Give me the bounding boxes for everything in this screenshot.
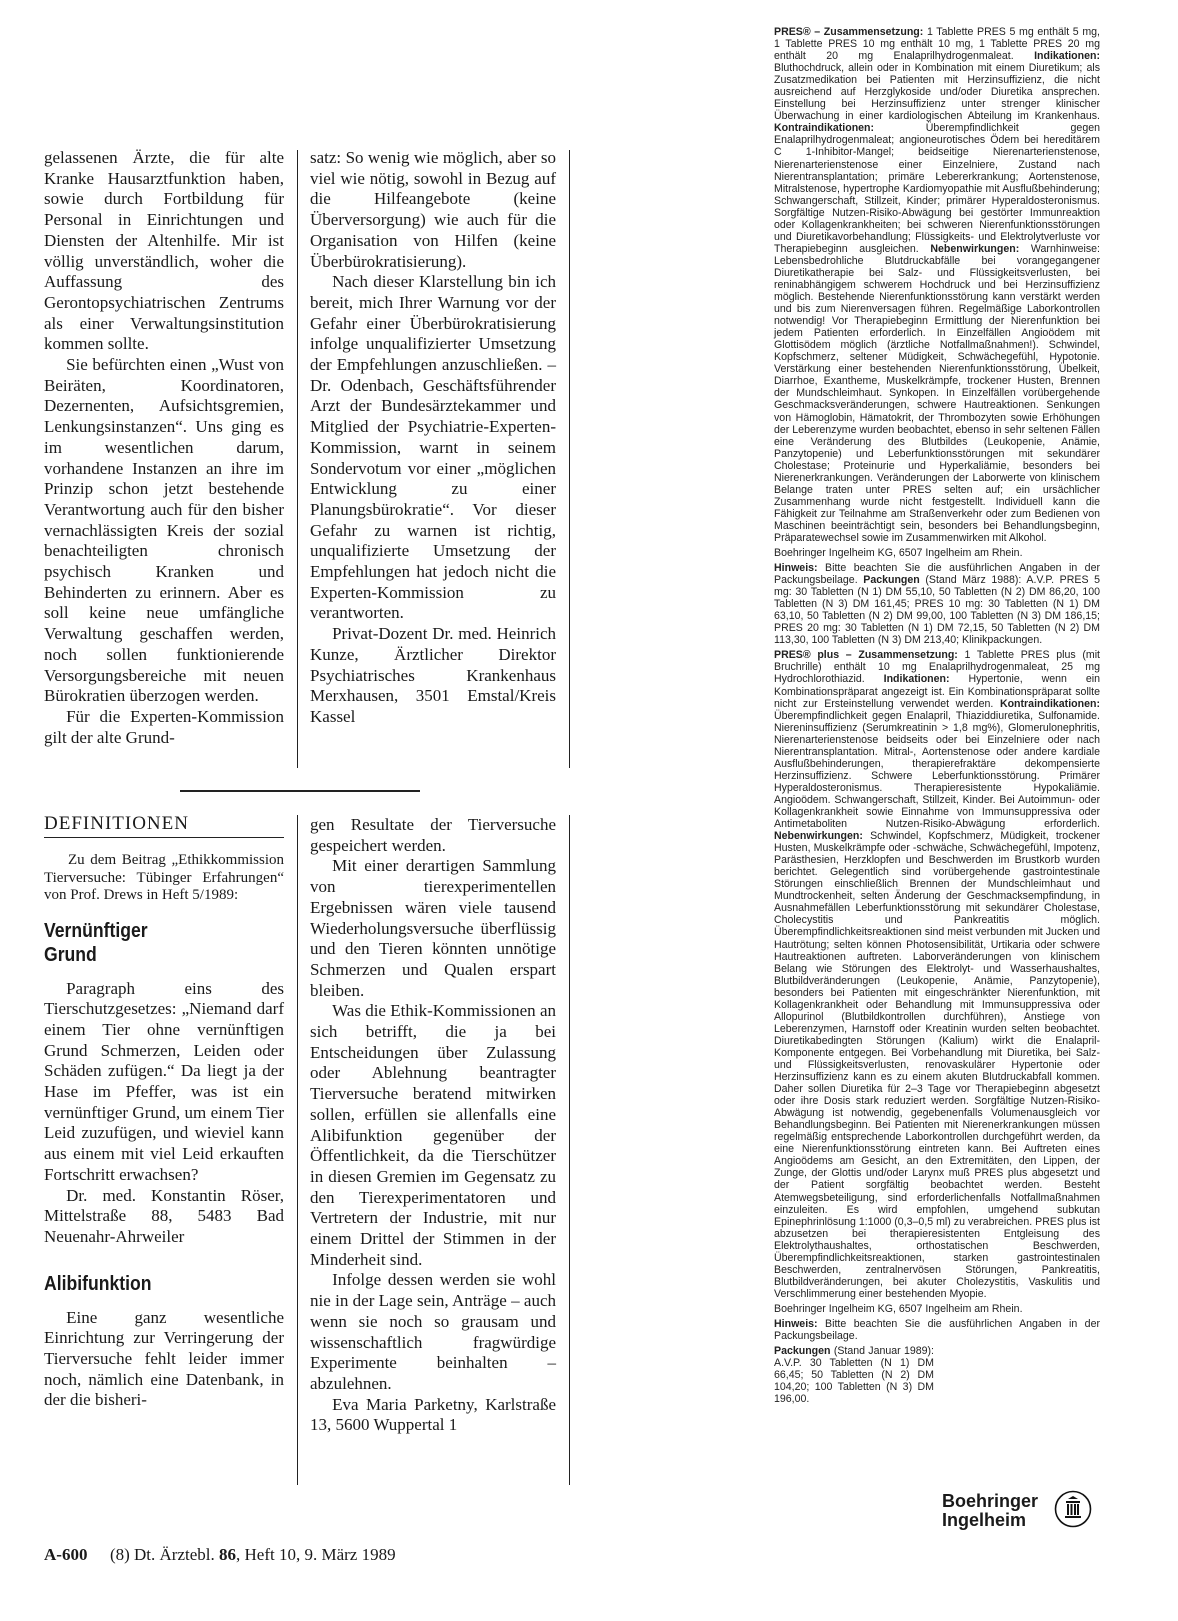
paragraph: Infolge dessen werden sie wohl nie in der Lage sein, Anträge – auch wenn sie noch so grausam und wissenschaftlich fragwürdige Experimente beinhalten – abzulehnen. bbox=[310, 1270, 556, 1393]
paragraph: satz: So wenig wie möglich, aber so viel wie nötig, sowohl in Bezug auf die Hilfeangebote (keine Überversorgung) wie auch für die Organisation von Hilfen (keine Überbürokratisierung). bbox=[310, 148, 556, 271]
citation-issue: , Heft 10, 9. März 1989 bbox=[236, 1545, 396, 1564]
page-footer bbox=[44, 1545, 396, 1565]
paragraph: Nach dieser Klarstellung bin ich bereit, mich Ihrer Warnung vor der Gefahr einer Überbürokratisierung infolge unqualifizierter Umsetzung der Empfehlungen anzuschließen. – Dr. Odenbach, Geschäftsführender Arzt der Bundesärztekammer und Mitglied der Psychiatrie-Experten-Kommission, warnt in seinem Sondervotum vor einer „möglichen Entwicklung zu einer Planungsbürokratie“. Vor dieser Gefahr zu warnen ist richtig, unqualifizierte Umsetzung der Empfehlungen hat jedoch nicht die Experten-Kommission zu verantworten. bbox=[310, 272, 556, 623]
company-address: Boehringer Ingelheim KG, 6507 Ingelheim am Rhein. bbox=[774, 547, 1023, 560]
paragraph: Für die Experten-Kommission gilt der alte Grund- bbox=[44, 706, 284, 747]
page-number: A-600 bbox=[44, 1545, 88, 1564]
letter1-column-2 bbox=[310, 148, 556, 728]
intro-text: Zu dem Beitrag „Ethikkommission Tierversuche: Tübinger Erfahrungen“ von Prof. Drews in Heft 5/1989: bbox=[44, 852, 284, 903]
author-signature: Eva Maria Parketny, Karlstraße 13, 5600 Wuppertal 1 bbox=[310, 1394, 556, 1435]
column-divider bbox=[569, 815, 570, 1485]
pres-info: PRES® – Zusammensetzung: 1 Tablette PRES 5 mg enthält 5 mg, 1 Tablette PRES 10 mg enthält 10 mg, 1 Tablette PRES 20 mg enthält 20 mg Enalaprilhydrogenmaleat. Indikationen: Bluthochdruck, allein oder in Kombination mit einem Diuretikum; als Zusatzmedikation bei Patienten mit Herzinsuffizienz, die nicht ausreichend auf Herzglykoside und/oder Diuretika ansprechen. Einstellung bei Herzinsuffizienz unter strenger klinischer Überwachung in einer kardiologischen Abteilung im Krankenhaus. Kontraindikationen: Überempfindlichkeit gegen Enalaprilhydrogenmaleat; angioneurotisches Ödem bei hereditärem C 1-Inhibitor-Mangel; beidseitige Nierenarterienstenose, Nierenarterienstenose einer Einzelniere, Zustand nach Nierentransplantation; primäre Lebererkrankung; Aortenstenose, Mitralstenose, hypertrophe Kardiomyopathie mit Ausflußbehinderung; Schwangerschaft, Stillzeit, Kinder; primärer Hyperaldosteronismus. Sorgfältige Nutzen-Risiko-Abwägung bei gestörter Immunreaktion oder Kollagenkrankheiten; bei schweren Nierenfunktionsstörungen und Diuretikavorbehandlung; Flüssigkeits- und Elektrolytverluste vor Therapiebeginn ausgleichen. Nebenwirkungen: Warnhinweise: Lebensbedrohliche Blutdruckabfälle bei vorangegangener Diuretikatherapie bei Salz- und Flüssigkeitsverlusten, bei reninabhängigem schwerem Hochdruck und bei Herzinsuffizienz möglich. Bestehende Nierenfunktionsstörung kann verstärkt werden und bis zum Nierenversagen führen. Regelmäßige Laborkontrollen notwendig! Vor Therapiebeginn Ermittlung der Nierenfunktion bei jedem Patienten erforderlich. In Einzelfällen Angioödem mit Glottisödem möglich (ärztliche Notfallmaßnahmen!). Schwindel, Kopfschmerz, seltener Müdigkeit, Schwächegefühl, Hypotonie. Verstärkung einer bestehenden Nierenfunktionsstörung, Übelkeit, Diarrhoe, Exantheme, Muskelkrämpfe, trockener Husten, Brennen der Mundschleimhaut. Synkopen. In Einzelfällen vorübergehende Geschmacksveränderungen, schwere Hautreaktionen. Senkungen von Hämoglobin, Hämatokrit, der Thrombozyten sowie Erhöhungen der Leberenzyme wurden beobachtet, ebenso in sehr seltenen Fällen eine Veränderung des Blutbildes (Leukopenie, Anämie, Panzytopenie) und Leberfunktionsstörungen mit sekundärer Cholestase; Proteinurie und Hyperkaliämie, besonders bei Nierenerkrankungen. Veränderungen der Laborwerte von klinischem Belange traten unter PRES selten auf; ein ursächlicher Zusammenhang wurde nicht festgestellt. Individuell kann die Fähigkeit zur Teilnahme am Straßenverkehr oder zum Bedienen von Maschinen beeinträchtigt sein, besonders bei Behandlungsbeginn, Präparatewechsel sowie im Zusammenwirken mit Alkohol. bbox=[774, 26, 1101, 544]
definitionen-column-2 bbox=[310, 815, 556, 1436]
volume: 86 bbox=[219, 1545, 237, 1564]
boehringer-logo-icon bbox=[1054, 1490, 1092, 1528]
paragraph: Eine ganz wesentliche Einrichtung zur Verringerung der Tierversuche fehlt leider immer noch, nämlich eine Datenbank, in der die bisheri- bbox=[44, 1307, 284, 1410]
section-title: DEFINITIONEN bbox=[44, 813, 189, 834]
pres-plus-info: PRES® plus – Zusammensetzung: 1 Tablette PRES plus (mit Bruchrille) enthält 10 mg Enalaprilhydrogenmaleat, 25 mg Hydrochlorothiazid. Indikationen: Hypertonie, wenn ein Kombinationspräparat angezeigt ist. Ein Kombinationspräparat sollte nicht zur Ersteinstellung verwendet werden. Kontraindikationen: Überempfindlichkeit gegen Enalapril, Thiaziddiuretika, Sulfonamide. Niereninsuffizienz (Serumkreatinin > 1,8 mg%), Glomerulonephritis, Nierenarterienstenose beidseits oder bei Einzelniere oder nach Nierentransplantation. Mitral-, Aortenstenose oder andere kardiale Ausflußbehinderungen, therapierefraktäre dekompensierte Herzinsuffizienz. Schwere Leberfunktionsstörung. Primärer Hyperaldosteronismus. Therapieresistente Hypokaliämie. Angioödem. Schwangerschaft, Stillzeit, Kinder. Bei Autoimmun- oder Kollagenkrankheit sowie Einnahme von Immunsuppressiva oder Antimetaboliten Nutzen-Risiko-Abwägung erforderlich. Nebenwirkungen: Schwindel, Kopfschmerz, Müdigkeit, trockener Husten, Muskelkrämpfe oder -schwäche, Schwächegefühl, Impotenz, Parästhesien, Herzklopfen und Beschwerden im Brustkorb wurden berichtet. Gelegentlich sind vorübergehende gastrointestinale Störungen einschließlich Brennen der Mundschleimhaut und Mundtrockenheit, selten Änderung der Geschmacksempfindung, in Ausnahmefällen Leberfunktionsstörung mit sekundärer Cholestase, Cholecystitis und Pankreatitis möglich. Überempfindlichkeitsreaktionen sind meist verbunden mit Jucken und Hautrötung; selten können Photosensibilität, Urtikaria oder schwere Hautreaktionen auftreten. Laborveränderungen von klinischem Belang wie Störungen des Elektrolyt- und Wasserhaushaltes, Blutbildveränderungen (Leukopenie, Anämie, Panzytopenie), besonders bei Patienten mit eingeschränkter Nierenfunktion, mit Kollagenkrankheit oder Behandlung mit Immunsuppressiva oder Allopurinol (Blutbildkontrollen durchführen), Anstiege von Leberenzymen, Harnstoff oder Kreatinin wurden selten beobachtet. Diuretikabedingten Störungen (Kalium) wirkt die Enalapril-Komponente entgegen. Bei Vorbehandlung mit Diuretika, bei Salz- und Flüssigkeitsverlusten, renovaskulärer Hypertonie oder Herzinsuffizienz kann es zu einem akuten Blutdruckabfall kommen. Daher sollen Diuretika für 2–3 Tage vor Therapiebeginn abgesetzt oder ihre Dosis stark reduziert werden. Sorgfältige Nutzen-Risiko-Abwägung ist notwendig, gegebenenfalls Volumenausgleich vor Behandlungsbeginn. Bei Patienten mit Nierenerkrankungen müssen regelmäßig entsprechende Laborkontrollen durchgeführt werden, da eine Nierenfunktionsstörung eintreten kann. Bei Auftreten eines Angioödems am Gesicht, an den Extremitäten, den Lippen, der Zunge, der Glottis und/oder Larynx muß PRES plus abgesetzt und der Patient sorgfältig beobachtet werden. Besteht Atemwegsbeteiligung, sind erforderlichenfalls Notfallmaßnahmen einzuleiten. Es wird empfohlen, umgehend subkutan Epinephrinlösung 1:1000 (0,3–0,5 ml) zu verabreichen. PRES plus ist abzusetzen bei therapieresistenten Entgleisung des Elektrolythaushaltes, orthostatischen Beschwerden, Überempfindlichkeitsreaktionen, starken gastrointestinalen Beschwerden, zentralnervösen Störungen, Pankreatitis, Blutbildveränderungen, bei akuter Cholezystitis, Vaskulitis und Verschlimmerung einer bestehenden Myopie. bbox=[774, 649, 1100, 1300]
heading-vernuenftiger-grund: Vernünftiger Grund bbox=[44, 919, 148, 966]
column-divider bbox=[297, 815, 298, 1485]
pres-packungen: Hinweis: Bitte beachten Sie die ausführlichen Angaben in der Packungsbeilage. Packungen (Stand März 1988): A.V.P. PRES 5 mg: 30 Tabletten (N 1) DM 55,10, 50 Tabletten (N 2) DM 86,20, 100 Tabletten (N 3) DM 161,45; PRES 10 mg: 30 Tabletten (N 1) DM 63,10, 50 Tabletten (N 2) DM 99,00, 100 Tabletten (N 3) DM 186,15; PRES 20 mg: 30 Tabletten (N 1) DM 72,15, 50 Tabletten (N 2) DM 113,30, 100 Tabletten (N 3) DM 213,40; Klinikpackungen. bbox=[774, 562, 1101, 647]
author-signature: Dr. med. Konstantin Röser, Mittelstraße 88, 5483 Bad Neuenahr-Ahrweiler bbox=[44, 1185, 284, 1246]
section-separator bbox=[180, 790, 420, 792]
column-divider bbox=[297, 150, 298, 768]
company-address: Boehringer Ingelheim KG, 6507 Ingelheim am Rhein. bbox=[774, 1302, 1023, 1315]
heading-alibifunktion: Alibifunktion bbox=[44, 1272, 152, 1295]
pflichttext-column bbox=[774, 26, 1100, 1408]
author-signature: Privat-Dozent Dr. med. Heinrich Kunze, Ärztlicher Direktor Psychiatrisches Krankenhaus Merxhausen, 3501 Emstal/Kreis Kassel bbox=[310, 624, 556, 726]
section-title-underline bbox=[44, 837, 284, 838]
definitionen-column-1 bbox=[44, 852, 284, 1411]
pres-plus-packungen: Packungen (Stand Januar 1989): A.V.P. 30 Tabletten (N 1) DM 66,45; 50 Tabletten (N 2) DM 104,20; 100 Tabletten (N 3) DM 196,00. bbox=[774, 1345, 934, 1406]
paragraph: gen Resultate der Tierversuche gespeichert werden. bbox=[310, 815, 556, 855]
paragraph: Mit einer derartigen Sammlung von tierexperimentellen Ergebnissen wären viele tausend Wiederholungsversuche überflüssig und den Tieren könnten unnötige Schmerzen und Qualen erspart bleiben. bbox=[310, 856, 556, 1000]
pres-plus-hinweis: Hinweis: Bitte beachten Sie die ausführlichen Angaben in der Packungsbeilage. bbox=[774, 1317, 1100, 1343]
column-divider bbox=[569, 150, 570, 768]
brand-wordmark: Boehringer Ingelheim bbox=[942, 1491, 1039, 1530]
paragraph: gelassenen Ärzte, die für alte Kranke Hausarztfunktion haben, sowie durch Fortbildung für Personal in Einrichtungen und Diensten der Altenhilfe. Mir ist völlig unverständlich, woher die Auffassung des Gerontopsychiatrischen Zentrums als einer Verwaltungsinstitution kommen sollte. bbox=[44, 148, 284, 354]
paragraph: Sie befürchten einen „Wust von Beiräten, Koordinatoren, Dezernenten, Aufsichtsgremien, Lenkungsinstanzen“. Uns ging es im wesentlichen darum, vorhandene Instanzen an ihre im Prinzip schon jetzt bestehende Verantwortung auch für den bisher vernachlässigten Kreis der sozial benachteiligten chronisch psychisch Kranken und Behinderten zu erinnern. Aber es soll keine neue umfängliche Verwaltung geschaffen werden, noch sollen funktionierende Versorgungsbereiche mit neuen Bürokratien überzogen werden. bbox=[44, 355, 284, 706]
paragraph: Paragraph eins des Tierschutzgesetzes: „Niemand darf einem Tier ohne vernünftigen Grund Schmerzen, Leiden oder Schäden zufügen.“ Da liegt ja der Hase im Pfeffer, was ist ein vernünftiger Grund, um einem Tier Leid zuzufügen, und wieviel kann aus einem mit viel Leid erkauften Fortschritt erwachsen? bbox=[44, 978, 284, 1184]
citation: (8) Dt. Ärztebl. bbox=[109, 1545, 215, 1564]
paragraph: Was die Ethik-Kommissionen an sich betrifft, die ja bei Entscheidungen über Zulassung oder Ablehnung beantragter Tierversuche beratend mitwirken sollen, erfüllen sie allenfalls eine Alibifunktion gegenüber der Öffentlichkeit, da die Tierschützer in diesen Gremien im Gegensatz zu den Tierexperimentatoren und Vertretern der Industrie, mit nur einem Drittel der Stimmen in der Minderheit sind. bbox=[310, 1001, 556, 1269]
letter1-column-1 bbox=[44, 148, 284, 748]
